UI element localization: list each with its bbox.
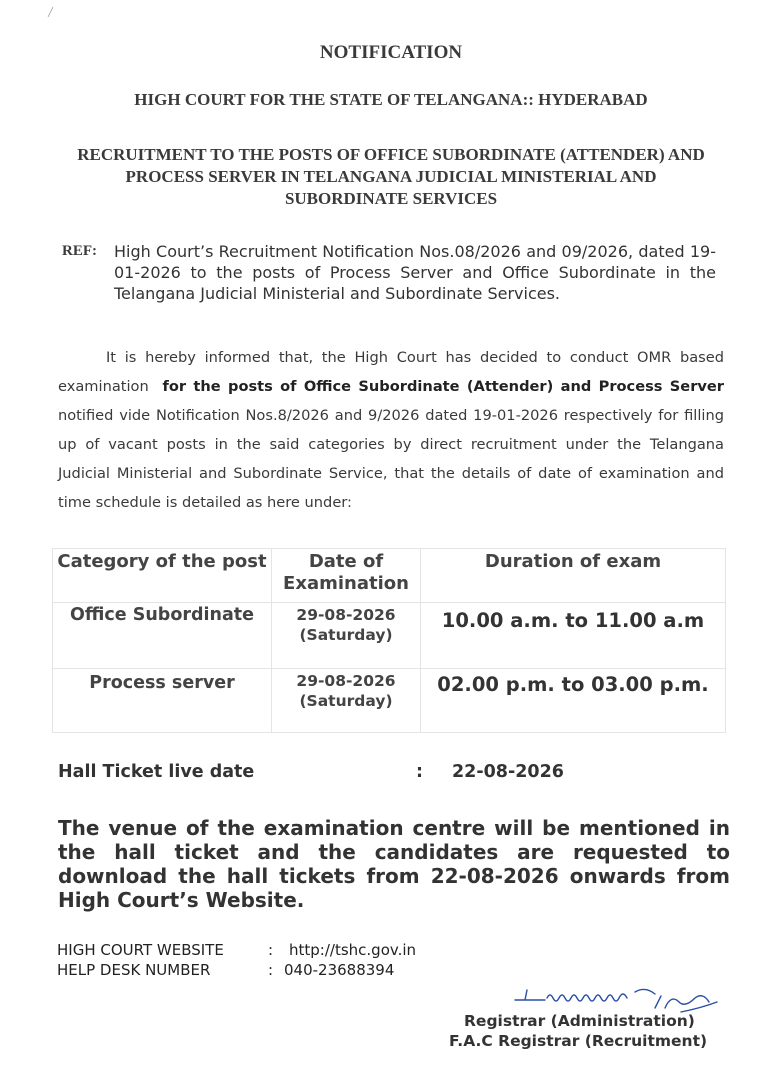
cell-category: Office Subordinate xyxy=(53,603,272,669)
exam-schedule-table xyxy=(52,548,726,733)
cell-duration: 02.00 p.m. to 03.00 p.m. xyxy=(421,669,726,733)
exam-day: (Saturday) xyxy=(299,626,393,644)
table-row xyxy=(53,669,726,733)
body-paragraph xyxy=(58,343,724,517)
exam-date: 29-08-2026 xyxy=(296,606,396,624)
table-header-row xyxy=(53,549,726,603)
signatory-title: Registrar (Administration) xyxy=(464,1012,695,1030)
court-name: HIGH COURT FOR THE STATE OF TELANGANA:: HYDERABAD xyxy=(134,90,648,109)
website-label: HIGH COURT WEBSITE xyxy=(57,941,224,959)
notification-title: NOTIFICATION xyxy=(319,42,463,63)
col-header-category: Category of the post xyxy=(53,549,272,603)
cell-date xyxy=(272,603,421,669)
ref-text: High Court’s Recruitment Notification Nos.08/2026 and 09/2026, dated 19-01-2026 to the posts of Process Server and Office Subordinate in the Telangana Judicial Ministerial and Subordinate Services. xyxy=(114,242,716,303)
cell-category: Process server xyxy=(53,669,272,733)
helpdesk-number: 040-23688394 xyxy=(284,961,395,979)
table-row xyxy=(53,603,726,669)
website-colon: : xyxy=(268,941,274,959)
para-part-1: It is hereby informed that, the High Court has decided to conduct OMR based examination xyxy=(58,349,724,395)
para-bold-part: for the posts of Office Subordinate (Attender) and Process Server xyxy=(162,378,725,395)
helpdesk-colon: : xyxy=(268,961,274,979)
hall-ticket-colon: : xyxy=(416,762,423,782)
cell-date xyxy=(272,669,421,733)
para-part-2: notified vide Notification Nos.8/2026 and 9/2026 dated 19-01-2026 respectively for filling up of vacant posts in the said categories by direct recruitment under the Telangana Judicial Ministerial and Subordinate Service, that the details of date of examination and time schedule is detailed as here under: xyxy=(58,407,724,511)
helpdesk-label: HELP DESK NUMBER xyxy=(57,961,211,979)
exam-date: 29-08-2026 xyxy=(296,672,396,690)
ref-label: REF: xyxy=(62,243,97,259)
cell-duration: 10.00 a.m. to 11.00 a.m xyxy=(421,603,726,669)
hall-ticket-label: Hall Ticket live date xyxy=(58,762,255,782)
exam-day: (Saturday) xyxy=(299,692,393,710)
col-header-duration: Duration of exam xyxy=(421,549,726,603)
col-header-date: Date of Examination xyxy=(272,549,421,603)
hall-ticket-date: 22-08-2026 xyxy=(452,762,564,782)
website-link[interactable]: http://tshc.gov.in xyxy=(289,941,417,959)
signatory-additional-title: F.A.C Registrar (Recruitment) xyxy=(449,1032,708,1050)
venue-notice: The venue of the examination centre will be mentioned in the hall ticket and the candidates are requested to download the hall tickets from 22-08-2026 onwards from High Court’s Website. xyxy=(58,816,730,912)
scan-mark xyxy=(46,6,54,18)
subject-heading: RECRUITMENT TO THE POSTS OF OFFICE SUBORDINATE (ATTENDER) AND PROCESS SERVER IN TELANGANA JUDICIAL MINISTERIAL AND SUBORDINATE SERVICES xyxy=(77,145,705,208)
